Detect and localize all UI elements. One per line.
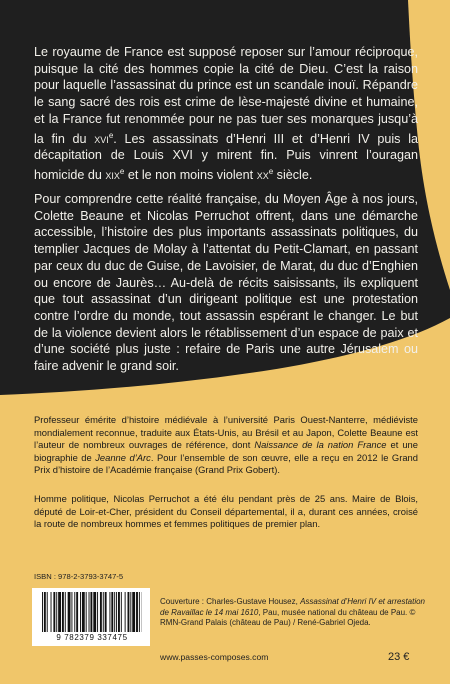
barcode-bar: [125, 592, 126, 632]
blurb-p1-text-1: Le royaume de France est supposé reposer sur l’amour réciproque, puisque la cité des hommes copie la cité de Dieu. C’est la raison pour laquelle l’assassinat du prince est un scandale inouï. Répandre le sang sacré des rois est crime de lèse-majesté divine et humaine, et la France fut renommée pour ne pas tuer ses monarques jusqu’à la fin du: [34, 45, 418, 146]
barcode-bar: [80, 592, 81, 632]
isbn-label: ISBN : 978-2-3793-3747-5: [34, 572, 124, 581]
price: 23 €: [388, 651, 410, 663]
century-xvi-suffix: e: [108, 130, 114, 140]
barcode-bar: [132, 592, 135, 632]
barcode-bar: [100, 592, 102, 632]
century-xix: xix: [105, 168, 120, 183]
barcode-bar: [114, 592, 115, 632]
barcode-bar: [93, 592, 96, 632]
barcode: [32, 588, 150, 646]
barcode-bars-icon: [42, 592, 142, 632]
cover-credit-text-1: Couverture : Charles-Gustave Housez,: [160, 597, 301, 606]
barcode-bar: [116, 592, 117, 632]
barcode-bar: [71, 592, 72, 632]
barcode-bar: [105, 592, 107, 632]
barcode-bar: [76, 592, 78, 632]
barcode-bar: [139, 592, 140, 632]
bio1-book-title-1: Naissance de la nation France: [254, 439, 387, 451]
barcode-bar: [65, 592, 66, 632]
bio1-book-title-2: Jeanne d’Arc: [95, 451, 151, 463]
barcode-bar: [86, 592, 87, 632]
barcode-bar: [121, 592, 122, 632]
barcode-bar: [56, 592, 57, 632]
barcode-digits: 9 782379 337475: [56, 633, 128, 642]
author-bio-nicolas-perruchot: Homme politique, Nicolas Perruchot a été élu pendant près de 25 ans. Maire de Blois, député de Loir-et-Cher, président du Conseil départemental, il a, durant ces années, croisé la route de nombreux hommes et femmes politiques de premier plan.: [34, 493, 418, 530]
blurb-p1-text-2: . Les assassinats d’Henri III et d’Henri IV puis la décapitation de Louis XVI y mirent fin. Puis vinrent l’ouragan homicide du: [34, 131, 418, 183]
blurb-paragraph-2: Pour comprendre cette réalité française, du Moyen Âge à nos jours, Colette Beaune et Nicolas Perruchot offrent, dans une démarche accessible, l’histoire des plus importants assassinats politiques, du templier Jacques de Molay à l’attentat du Petit-Clamart, en passant par ceux du duc de Guise, de Lavoisier, de Marat, du duc d’Enghien ou encore de Jaurès… Au-delà de récits saisissants, ils expliquent que tout assassinat d’un dirigeant politique est une protestation contre l’ordre du monde, tout assassin espérant le changer. Le but de la violence devient alors le rétablissement d’un espace de paix et d’une société plus juste : refaire de Paris une autre Jérusalem ou faire advenir le grand soir.: [34, 192, 418, 374]
barcode-bar: [118, 592, 120, 632]
bio1-text-3: . Pour l’ensemble de son œuvre, elle a reçu en 2012 le Grand Prix d’histoire de l’Académie française (Grand Prix Gobert).: [34, 451, 418, 476]
barcode-bar: [58, 592, 61, 632]
barcode-bar: [103, 592, 104, 632]
barcode-bar: [82, 592, 85, 632]
century-xx-suffix: e: [268, 167, 274, 177]
blurb-paragraph-1: [34, 44, 418, 184]
century-xix-suffix: e: [119, 167, 125, 177]
barcode-bar: [111, 592, 113, 632]
bio1-text-1: Professeur émérite d’histoire médiévale à l’université Paris Ouest-Nanterre, médiéviste mondialement reconnue, traduite aux États-Unis, au Brésil et au Japon, Colette Beaune est l’auteur de nombreux ouvrages de référence, dont: [34, 414, 418, 451]
blurb-p1-text-3: et le non moins violent: [124, 168, 257, 183]
century-xx: xx: [256, 168, 269, 183]
barcode-bar: [128, 592, 130, 632]
barcode-bar: [89, 592, 90, 632]
barcode-bar: [47, 592, 48, 632]
cover-credit-text-2: , Pau, musée national du château de Pau. © RMN-Grand Palais (château de Pau) / René-Gabriel Ojeda.: [160, 607, 416, 628]
barcode-bar: [130, 592, 131, 632]
barcode-bar: [109, 592, 110, 632]
barcode-bar: [136, 592, 138, 632]
barcode-bar: [51, 592, 52, 632]
publisher-website[interactable]: www.passes-composes.com: [160, 652, 269, 662]
barcode-bar: [97, 592, 98, 632]
century-xvi: xvi: [94, 131, 109, 146]
barcode-bar: [53, 592, 55, 632]
barcode-bar: [74, 592, 75, 632]
barcode-bar: [44, 592, 46, 632]
barcode-bar: [42, 592, 43, 632]
author-bio-colette-beaune: [34, 414, 418, 477]
barcode-bar: [90, 592, 92, 632]
bio1-text-2: et une biographie de: [34, 439, 418, 463]
cover-artwork-title: Assassinat d’Henri IV et arrestation de Ravaillac le 14 mai 1610: [160, 597, 426, 617]
barcode-bar: [62, 592, 64, 632]
blurb-p1-text-4: siècle.: [273, 168, 313, 183]
cover-credit: [160, 597, 425, 629]
barcode-bar: [68, 592, 71, 632]
